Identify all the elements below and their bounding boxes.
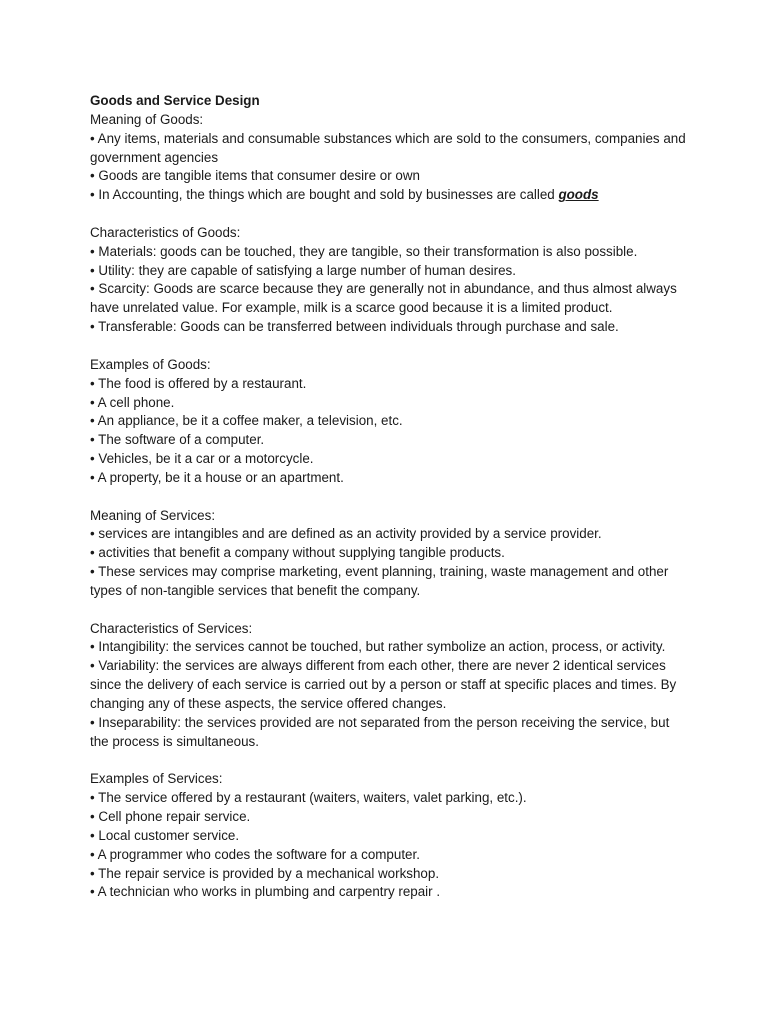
goods-example-item: • A cell phone. [90, 394, 175, 410]
services-example-item: • The repair service is provided by a mechanical workshop. [90, 865, 440, 881]
services-meaning-item: • services are intangibles and are defined as an activity provided by a service provider. [90, 526, 602, 542]
services-example-item: • Local customer service. [90, 827, 240, 843]
services-meaning-section [90, 507, 690, 601]
goods-characteristic-item: • Scarcity: Goods are scarce because they are generally not in abundance, and thus almost always have unrelated value. For example, milk is a scarce good because it is a limited product. [90, 281, 677, 316]
services-example-item: • A technician who works in plumbing and carpentry repair . [90, 884, 441, 900]
services-examples-section [90, 770, 690, 902]
services-characteristics-section [90, 620, 690, 752]
goods-characteristics-heading: Characteristics of Goods: [90, 224, 241, 240]
services-characteristic-item: • Intangibility: the services cannot be touched, but rather symbolize an action, process, or activity. [90, 639, 666, 655]
services-characteristic-item: • Variability: the services are always different from each other, there are never 2 identical services since the delivery of each service is carried out by a person or staff at specific places and times. By changing any of these aspects, the service offered changes. [90, 658, 677, 711]
goods-example-item: • The food is offered by a restaurant. [90, 375, 307, 391]
document-page [90, 92, 690, 921]
goods-characteristics-section [90, 224, 690, 337]
goods-emphasis: goods [558, 187, 599, 203]
document-title: Goods and Service Design [90, 93, 260, 108]
goods-example-item: • An appliance, be it a coffee maker, a television, etc. [90, 413, 403, 429]
goods-meaning-section [90, 92, 690, 205]
goods-meaning-item: • Goods are tangible items that consumer desire or own [90, 168, 420, 184]
goods-example-item: • Vehicles, be it a car or a motorcycle. [90, 451, 314, 467]
goods-example-item: • The software of a computer. [90, 432, 265, 448]
goods-example-item: • A property, be it a house or an apartment. [90, 469, 344, 485]
services-characteristics-heading: Characteristics of Services: [90, 620, 253, 636]
goods-meaning-heading: Meaning of Goods: [90, 111, 204, 127]
services-characteristic-item: • Inseparability: the services provided are not separated from the person receiving the service, but the process is simultaneous. [90, 714, 670, 749]
goods-meaning-item: • Any items, materials and consumable substances which are sold to the consumers, companies and government agencies [90, 130, 686, 165]
goods-examples-heading: Examples of Goods: [90, 356, 211, 372]
goods-meaning-accounting-item [90, 186, 690, 205]
goods-characteristic-item: • Materials: goods can be touched, they are tangible, so their transformation is also possible. [90, 243, 638, 259]
accounting-text: • In Accounting, the things which are bought and sold by businesses are called [90, 187, 559, 203]
services-example-item: • A programmer who codes the software for a computer. [90, 846, 420, 862]
services-examples-heading: Examples of Services: [90, 771, 223, 787]
services-meaning-heading: Meaning of Services: [90, 507, 216, 523]
services-example-item: • The service offered by a restaurant (waiters, waiters, valet parking, etc.). [90, 790, 527, 806]
goods-examples-section [90, 356, 690, 488]
services-meaning-item: • activities that benefit a company without supplying tangible products. [90, 545, 505, 561]
goods-characteristic-item: • Utility: they are capable of satisfying a large number of human desires. [90, 262, 516, 278]
goods-characteristic-item: • Transferable: Goods can be transferred between individuals through purchase and sale. [90, 319, 619, 335]
services-example-item: • Cell phone repair service. [90, 809, 251, 825]
services-meaning-item: • These services may comprise marketing, event planning, training, waste management and other types of non-tangible services that benefit the company. [90, 564, 669, 598]
